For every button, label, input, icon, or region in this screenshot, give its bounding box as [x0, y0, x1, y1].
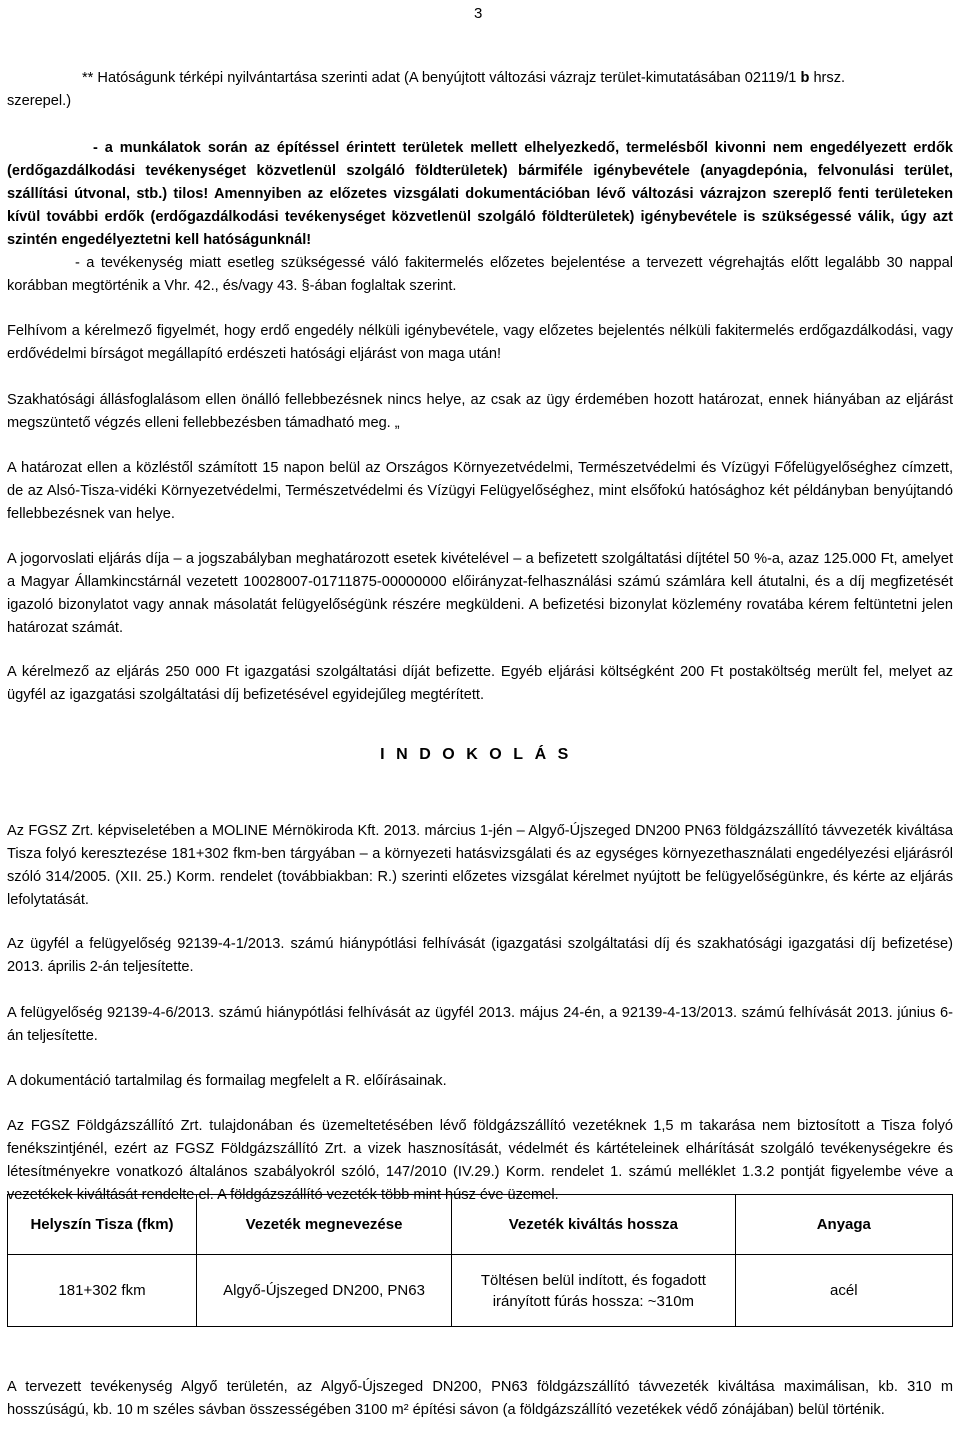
- paragraph-documentation: A dokumentáció tartalmilag és formailag megfelelt a R. előírásainak.: [7, 1073, 447, 1089]
- table-row: [8, 1255, 953, 1327]
- table-header-material: Anyaga: [735, 1195, 952, 1255]
- paragraph-request: Az FGSZ Zrt. képviseletében a MOLINE Mérnökiroda Kft. 2013. március 1-jén – Algyő-Újszeged DN200 PN63 földgázszállító távvezeték kiváltása Tisza folyó keresztezése 181+302 fkm-ben tárgyában – a környezeti hatásvizsgálati és az egységes környezethasználati engedélyezési eljárásról szóló 314/2005. (XII. 25.) Korm. rendelet (továbbiakban: R.) szerinti előzetes vizsgálat kérelmet nyújtott be felügyelőségünkre, és kérte az eljárás lefolytatását.: [7, 823, 953, 908]
- table-header-row: [8, 1195, 953, 1255]
- table-cell-name: Algyő-Újszeged DN200, PN63: [197, 1255, 452, 1327]
- footnote-line2: szerepel.): [7, 93, 72, 109]
- paragraph-appeal-authority: Szakhatósági állásfoglalásom ellen önálló fellebbezésnek nincs helye, az csak az ügy érdemében hozott határozat, ennek hiányában az eljárást megszüntető végzés elleni fellebbezésben támadható meg. „: [7, 392, 953, 431]
- footnote-text: ** Hatóságunk térképi nyilvántartása szerinti adat (A benyújtott változási vázrajz terület-kimutatásában 02119/1: [82, 70, 801, 86]
- paragraph-deficiency-2: A felügyelőség 92139-4-6/2013. számú hiánypótlási felhívását az ügyfél 2013. május 24-én, a 92139-4-13/2013. számú felhívását 2013. június 6-án teljesítette.: [7, 1005, 953, 1044]
- paragraph-planned-activity: A tervezett tevékenység Algyő területén, az Algyő-Újszeged DN200, PN63 földgázszállító távvezeték kiváltása maximálisan, kb. 310 m hosszúságú, kb. 10 m széles sávban összességében 3100 m² építési sávon (a földgázszállító vezetékek védő zónájában) belül történik.: [7, 1379, 953, 1418]
- page-number: 3: [474, 5, 483, 22]
- pipeline-table: [7, 1194, 953, 1327]
- paragraph-fees-paid: A kérelmező az eljárás 250 000 Ft igazgatási szolgáltatási díját befizette. Egyéb eljárási költségként 200 Ft postaköltség merült fel, melyet az ügyfél az igazgatási szolgáltatási díj befizetésével egyidejűleg megtérített.: [7, 664, 953, 703]
- footnote: [7, 67, 953, 90]
- paragraph-deficiency-1: Az ügyfél a felügyelőség 92139-4-1/2013. számú hiánypótlási felhívását (igazgatási szolgáltatási díj és szakhatósági igazgatási díj befizetése) 2013. április 2-án teljesítette.: [7, 936, 953, 975]
- section-heading: INDOKOLÁS: [380, 746, 580, 763]
- table-header-location: Helyszín Tisza (fkm): [8, 1195, 197, 1255]
- paragraph-pipeline: Az FGSZ Földgázszállító Zrt. tulajdonában és üzemeltetésében lévő földgázszállító vezetéknek 1,5 m takarása nem biztosított a Tisza folyó fenékszintjénél, ezért az FGSZ Földgázszállító Zrt. a vizek hasznosítását, védelmét és kártételeinek elhárítását szolgáló tevékenységekre és létesítményekre vonatkozó általános szabályokról szóló, 147/2010 (IV.29.) Korm. rendelet 1. számú melléklet 1.3.2 pontját figyelembe véve a vezetékek kiváltását rendelte el. A földgázszállító vezeték több mint húsz éve üzemel.: [7, 1118, 953, 1203]
- table-header-name: Vezeték megnevezése: [197, 1195, 452, 1255]
- footnote-bold: b: [800, 70, 810, 86]
- table-header-length: Vezeték kiváltás hossza: [452, 1195, 736, 1255]
- paragraph-notice: Felhívom a kérelmező figyelmét, hogy erdő engedély nélküli igénybevétele, vagy előzetes bejelentés nélküli fakitermelés erdőgazdálkodási, vagy erdővédelmi bírságot megállapító erdészeti hatósági eljárást von maga után!: [7, 323, 953, 362]
- table-cell-length: Töltésen belül indított, és fogadott irányított fúrás hossza: ~310m: [452, 1255, 736, 1327]
- condition-forest-bold: - a munkálatok során az építéssel érintett területek mellett elhelyezkedő, termelésből kivonni nem engedélyezett erdők (erdőgazdálkodási tevékenységet közvetlenül szolgáló földterületek) bármiféle igénybevétele (anyagdepónia, felvonulási terület, szállítási útvonal, stb.) tilos! Amennyiben az előzetes vizsgálati dokumentációban lévő változási vázrajzon szereplő fenti területeken kívül további erdők (erdőgazdálkodási tevékenységet közvetlenül szolgáló földterületek) igénybevétele is szükségessé válik, úgy azt szintén engedélyeztetni kell hatóságunknál!: [7, 140, 953, 248]
- footnote-text-end: hrsz.: [809, 70, 846, 86]
- paragraph-appeal-deadline: A határozat ellen a közléstől számított 15 napon belül az Országos Környezetvédelmi, Természetvédelmi és Vízügyi Főfelügyelőséghez címzett, de az Alsó-Tisza-vidéki Környezetvédelmi, Természetvédelmi és Vízügyi Felügyelőséghez, mint elsőfokú hatósághoz két példányban benyújtandó fellebbezésnek van helye.: [7, 460, 953, 522]
- table-cell-material: acél: [735, 1255, 952, 1327]
- condition-forest-paragraph: [7, 137, 953, 252]
- condition-logging-paragraph: - a tevékenység miatt esetleg szükségessé váló fakitermelés előzetes bejelentése a tervezett végrehajtás előtt legalább 30 nappal korábban megtörténik a Vhr. 42., és/vagy 43. §-ában foglaltak szerint.: [7, 255, 953, 294]
- table-cell-location: 181+302 fkm: [8, 1255, 197, 1327]
- paragraph-appeal-fee: A jogorvoslati eljárás díja – a jogszabályban meghatározott esetek kivételével – a befizetett szolgáltatási díjtétel 50 %-a, azaz 125.000 Ft, amelyet a Magyar Államkincstárnál vezetett 10028007-01711875-00000000 előirányzat-felhasználási számú számlára kell átutalni, és a díj megfizetését igazoló bizonylatot vagy annak másolatát felügyelőségünk részére megküldeni. A befizetési bizonylat közlemény rovatába kérem feltüntetni jelen határozat számát.: [7, 551, 953, 636]
